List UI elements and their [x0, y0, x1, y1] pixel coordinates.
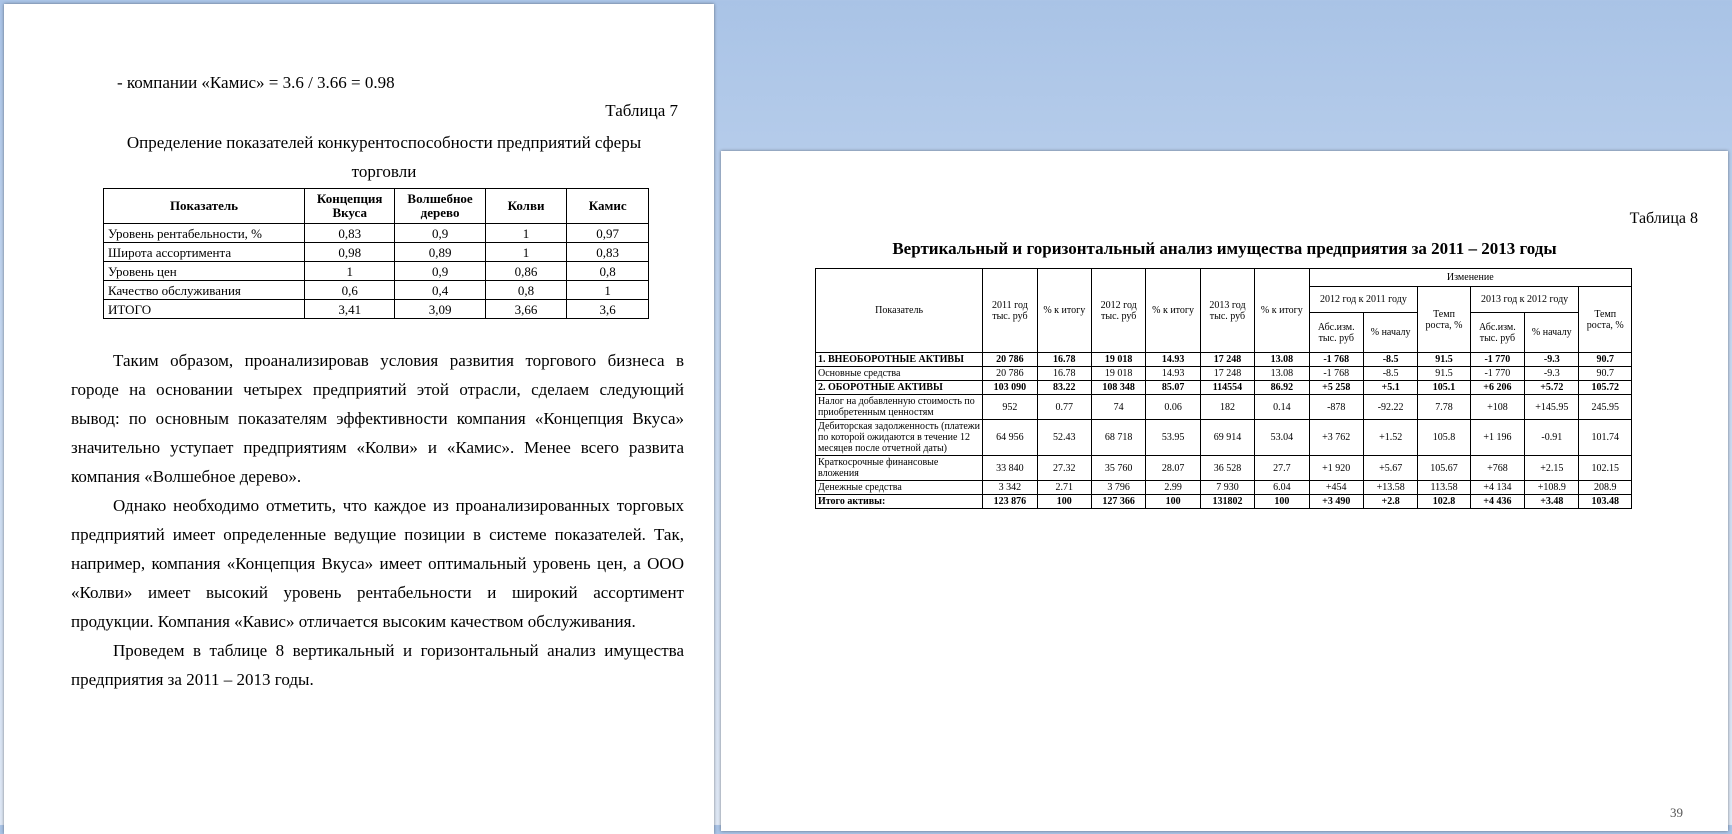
table-8-cell: -0.91 [1525, 420, 1579, 456]
table-7 [103, 188, 649, 319]
table-8-cell: 20 786 [983, 367, 1037, 381]
table-row [816, 395, 1632, 420]
table-8-cell: +5.67 [1363, 456, 1417, 481]
document-page-right[interactable] [721, 151, 1728, 831]
table-8-cell: 16.78 [1037, 367, 1091, 381]
table-8-header: % началу [1363, 313, 1417, 353]
table-8-cell: 69 914 [1200, 420, 1254, 456]
table-8-cell: +2.8 [1363, 495, 1417, 509]
table-8-cell: 105.1 [1418, 381, 1470, 395]
table-8-cell: 19 018 [1091, 367, 1145, 381]
table-8-cell: 182 [1200, 395, 1254, 420]
table-7-header: Волшебное дерево [395, 189, 485, 224]
table-8-header: 2012 год тыс. руб [1091, 269, 1145, 353]
table-8-cell: 53.04 [1255, 420, 1309, 456]
table-7-cell: 1 [485, 243, 567, 262]
table-7-row-label: Уровень цен [104, 262, 305, 281]
table-8-cell: 952 [983, 395, 1037, 420]
table-8-cell: 105.67 [1418, 456, 1470, 481]
table-row [104, 243, 649, 262]
table-8-cell: -878 [1309, 395, 1363, 420]
table-8-cell: 17 248 [1200, 353, 1254, 367]
table-8-cell: 0.14 [1255, 395, 1309, 420]
table-8-header: % началу [1525, 313, 1579, 353]
table-8-header: Темп роста, % [1579, 287, 1632, 353]
table-7-title-line-2: торговли [351, 162, 417, 181]
table-8-row-label: Итого активы: [816, 495, 983, 509]
table-7-cell: 0,83 [567, 243, 649, 262]
paragraph-2-text: Однако необходимо отметить, что каждое из проанализированных торговых предприятий имеет определенные ведущие позиции в системе показателей. Так, например, компания «Концепция Вкуса» имеет оптимальный уровень цен, а ООО «Колви» имеет высокий уровень рентабельности и широкий ассортимент продукции. Компания «Кавис» отличается высоким качеством обслуживания. [71, 496, 684, 631]
table-8-cell: 208.9 [1579, 481, 1632, 495]
table-8-cell: 7.78 [1418, 395, 1470, 420]
table-7-header: Показатель [104, 189, 305, 224]
table-8-cell: 123 876 [983, 495, 1037, 509]
table-8-cell: 14.93 [1146, 367, 1200, 381]
table-7-row-label: ИТОГО [104, 300, 305, 319]
table-8-cell: 2.99 [1146, 481, 1200, 495]
table-7-header-row [104, 189, 649, 224]
table-8-cell: 19 018 [1091, 353, 1145, 367]
table-row [816, 381, 1632, 395]
table-8-cell: -1 768 [1309, 367, 1363, 381]
table-row [104, 262, 649, 281]
table-7-cell: 3,09 [395, 300, 485, 319]
table-8-cell: -92.22 [1363, 395, 1417, 420]
table-8-cell: 83.22 [1037, 381, 1091, 395]
table-8-cell: 102.8 [1418, 495, 1470, 509]
table-7-cell: 0,4 [395, 281, 485, 300]
table-8-cell: 52.43 [1037, 420, 1091, 456]
table-8-cell: +4 436 [1470, 495, 1524, 509]
table-8-cell: 0.77 [1037, 395, 1091, 420]
table-7-header: Камис [567, 189, 649, 224]
paragraph-2 [71, 491, 684, 636]
table-8-cell: -1 768 [1309, 353, 1363, 367]
table-7-cell: 0,98 [305, 243, 395, 262]
table-7-cell: 0,83 [305, 224, 395, 243]
table-8-cell: 105.8 [1418, 420, 1470, 456]
table-7-cell: 3,6 [567, 300, 649, 319]
table-8-cell: 6.04 [1255, 481, 1309, 495]
table-7-title [84, 128, 684, 186]
table-8-cell: 16.78 [1037, 353, 1091, 367]
table-8-cell: +454 [1309, 481, 1363, 495]
table-8-cell: 91.5 [1418, 367, 1470, 381]
table-8-cell: -9.3 [1525, 367, 1579, 381]
table-8-header: % к итогу [1255, 269, 1309, 353]
table-8-cell: +3.48 [1525, 495, 1579, 509]
table-row [104, 224, 649, 243]
table-8-cell: 85.07 [1146, 381, 1200, 395]
table-7-cell: 0,97 [567, 224, 649, 243]
table-8-cell: 100 [1037, 495, 1091, 509]
table-8-body [816, 353, 1632, 509]
table-8-cell: -1 770 [1470, 353, 1524, 367]
table-8-header: Темп роста, % [1418, 287, 1470, 353]
table-8-row-label: Налог на добавленную стоимость по приобретенным ценностям [816, 395, 983, 420]
table-8-cell: +108.9 [1525, 481, 1579, 495]
table-8-cell: 90.7 [1579, 367, 1632, 381]
table-8-cell: +768 [1470, 456, 1524, 481]
table-7-header: Концепция Вкуса [305, 189, 395, 224]
table-8-cell: +1 196 [1470, 420, 1524, 456]
paragraph-3-text: Проведем в таблице 8 вертикальный и горизонтальный анализ имущества предприятия за 2011 – 2013 годы. [71, 641, 684, 689]
table-8-header: 2012 год к 2011 году [1309, 287, 1418, 313]
table-7-cell: 0,6 [305, 281, 395, 300]
table-8-cell: 53.95 [1146, 420, 1200, 456]
table-8-cell: 90.7 [1579, 353, 1632, 367]
table-8-header: 2011 год тыс. руб [983, 269, 1037, 353]
table-8-cell: +4 134 [1470, 481, 1524, 495]
table-8-cell: 27.32 [1037, 456, 1091, 481]
table-8-cell: +145.95 [1525, 395, 1579, 420]
table-7-cell: 0,9 [395, 262, 485, 281]
table-8-cell: -8.5 [1363, 353, 1417, 367]
table-8-cell: 101.74 [1579, 420, 1632, 456]
table-7-header: Колви [485, 189, 567, 224]
table-8-cell: 27.7 [1255, 456, 1309, 481]
table-8 [815, 268, 1632, 509]
table-8-cell: +1 920 [1309, 456, 1363, 481]
table-8-cell: 2.71 [1037, 481, 1091, 495]
table-8-cell: 74 [1091, 395, 1145, 420]
page-number: 39 [1670, 805, 1683, 820]
table-8-row-label: Дебиторская задолженность (платежи по которой ожидаются в течение 12 месяцев после отчетной даты) [816, 420, 983, 456]
table-8-cell: +3 490 [1309, 495, 1363, 509]
table-8-cell: 20 786 [983, 353, 1037, 367]
table-7-cell: 1 [305, 262, 395, 281]
table-8-row-label: Денежные средства [816, 481, 983, 495]
paragraph-1-text: Таким образом, проанализировав условия развития торгового бизнеса в городе на основании четырех предприятий этой отрасли, сделаем следующий вывод: по основным показателям эффективности компания «Концепция Вкуса» значительно уступает предприятиям «Колви» и «Камис». Менее всего развита компания «Волшебное дерево». [71, 351, 684, 486]
table-8-cell: 86.92 [1255, 381, 1309, 395]
table-8-cell: 68 718 [1091, 420, 1145, 456]
table-8-cell: -9.3 [1525, 353, 1579, 367]
table-8-header: Изменение [1309, 269, 1631, 287]
table-7-cell: 1 [567, 281, 649, 300]
table-7-row-label: Уровень рентабельности, % [104, 224, 305, 243]
table-8-header: 2013 год к 2012 году [1470, 287, 1579, 313]
table-8-header: 2013 год тыс. руб [1200, 269, 1254, 353]
table-row [816, 456, 1632, 481]
table-8-cell: 100 [1146, 495, 1200, 509]
table-8-header: Показатель [816, 269, 983, 353]
table-8-cell: 28.07 [1146, 456, 1200, 481]
table-8-cell: 114554 [1200, 381, 1254, 395]
table-7-cell: 3,41 [305, 300, 395, 319]
table-row [816, 367, 1632, 381]
table-row [816, 420, 1632, 456]
table-8-cell: 7 930 [1200, 481, 1254, 495]
table-8-cell: 0.06 [1146, 395, 1200, 420]
table-7-cell: 0,8 [485, 281, 567, 300]
table-8-cell: 131802 [1200, 495, 1254, 509]
table-8-cell: +6 206 [1470, 381, 1524, 395]
table-7-body [104, 224, 649, 319]
table-8-cell: 245.95 [1579, 395, 1632, 420]
table-8-cell: 17 248 [1200, 367, 1254, 381]
table-8-header: % к итогу [1146, 269, 1200, 353]
table-8-cell: +108 [1470, 395, 1524, 420]
table-8-cell: 127 366 [1091, 495, 1145, 509]
table-7-caption: Таблица 7 [605, 101, 678, 120]
table-8-cell: 108 348 [1091, 381, 1145, 395]
table-8-cell: +5.1 [1363, 381, 1417, 395]
table-7-cell: 0,89 [395, 243, 485, 262]
table-8-cell: 64 956 [983, 420, 1037, 456]
table-row [816, 353, 1632, 367]
table-7-cell: 3,66 [485, 300, 567, 319]
table-8-cell: +5 258 [1309, 381, 1363, 395]
table-8-cell: 36 528 [1200, 456, 1254, 481]
table-8-cell: -1 770 [1470, 367, 1524, 381]
table-8-cell: +13.58 [1363, 481, 1417, 495]
table-7-title-line-1: Определение показателей конкурентоспособности предприятий сферы [126, 133, 642, 152]
table-8-cell: 13.08 [1255, 367, 1309, 381]
table-8-cell: +5.72 [1525, 381, 1579, 395]
table-row [816, 495, 1632, 509]
paragraph-3 [71, 636, 684, 694]
table-7-cell: 0,86 [485, 262, 567, 281]
table-8-caption: Таблица 8 [1629, 210, 1698, 227]
table-8-cell: 100 [1255, 495, 1309, 509]
table-8-cell: 3 796 [1091, 481, 1145, 495]
document-page-left[interactable] [4, 4, 714, 834]
table-8-cell: 91.5 [1418, 353, 1470, 367]
table-8-cell: 103.48 [1579, 495, 1632, 509]
table-8-title: Вертикальный и горизонтальный анализ имущества предприятия за 2011 – 2013 годы [892, 239, 1557, 258]
table-8-row-label: 2. ОБОРОТНЫЕ АКТИВЫ [816, 381, 983, 395]
table-8-header: Абс.изм. тыс. руб [1309, 313, 1363, 353]
table-8-cell: 103 090 [983, 381, 1037, 395]
company-ratio-line: - компании «Камис» = 3.6 / 3.66 = 0.98 [117, 73, 395, 92]
table-8-cell: 102.15 [1579, 456, 1632, 481]
table-7-row-label: Качество обслуживания [104, 281, 305, 300]
table-8-cell: +3 762 [1309, 420, 1363, 456]
paragraph-1 [71, 346, 684, 491]
table-8-cell: +2.15 [1525, 456, 1579, 481]
table-8-header: Абс.изм. тыс. руб [1470, 313, 1524, 353]
table-8-row-label: Основные средства [816, 367, 983, 381]
table-row [816, 481, 1632, 495]
table-8-cell: -8.5 [1363, 367, 1417, 381]
table-row [104, 300, 649, 319]
table-7-cell: 0,8 [567, 262, 649, 281]
table-8-cell: 113.58 [1418, 481, 1470, 495]
table-8-header-row [816, 269, 1632, 287]
table-8-row-label: Краткосрочные финансовые вложения [816, 456, 983, 481]
table-row [104, 281, 649, 300]
table-8-cell: 33 840 [983, 456, 1037, 481]
table-8-header: % к итогу [1037, 269, 1091, 353]
table-8-cell: 105.72 [1579, 381, 1632, 395]
table-7-cell: 0,9 [395, 224, 485, 243]
table-7-row-label: Широта ассортимента [104, 243, 305, 262]
table-8-cell: 35 760 [1091, 456, 1145, 481]
table-8-cell: 14.93 [1146, 353, 1200, 367]
table-8-cell: 13.08 [1255, 353, 1309, 367]
table-8-cell: +1.52 [1363, 420, 1417, 456]
table-8-row-label: 1. ВНЕОБОРОТНЫЕ АКТИВЫ [816, 353, 983, 367]
table-8-cell: 3 342 [983, 481, 1037, 495]
table-7-cell: 1 [485, 224, 567, 243]
